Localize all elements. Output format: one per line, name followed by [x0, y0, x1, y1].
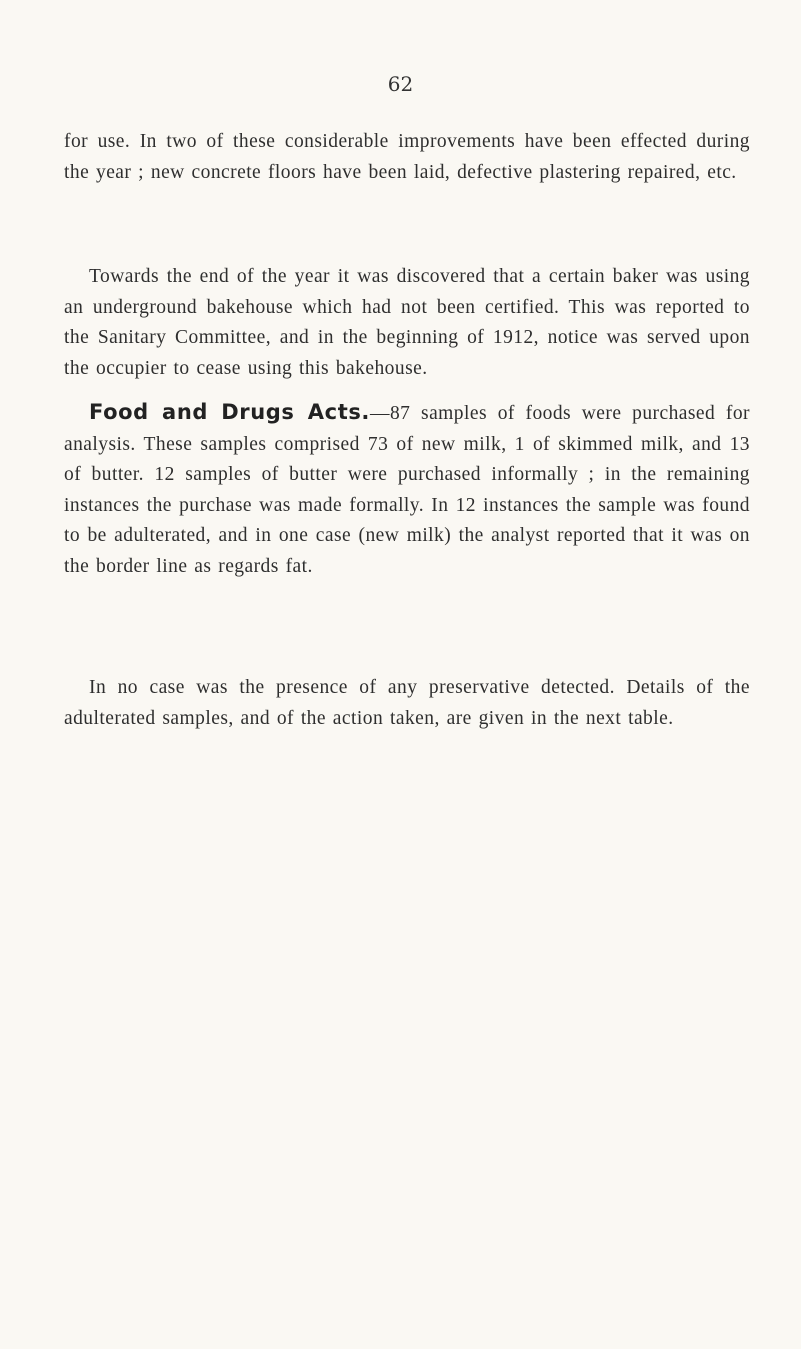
- page-number: 62: [387, 72, 414, 96]
- paragraph-bakehouse: Towards the end of the year it was discovered that a certain baker was using an underground bakehouse which had not been certified. This was reported to the Sanitary Committee, and in the beginning of 1912, notice was served upon the occupier to cease using this bakehouse.: [64, 266, 750, 379]
- paragraph-food-and-drugs-body: —87 samples of foods were purchased for analysis. These samples comprised 73 of new milk, 1 of skimmed milk, and 13 of butter. 12 samples of butter were purchased informally ; in the remaining instances the purchase was made formally. In 12 instances the sample was found to be adulterated, and in one case (new milk) the analyst reported that it was on the border line as regards fat.: [64, 403, 750, 577]
- section-heading-food-and-drugs-acts: Food and Drugs Acts.: [89, 400, 371, 424]
- paragraph-continuation: for use. In two of these considerable improvements have been effected during the year ; new concrete floors have been laid, defective plastering repaired, etc.: [64, 131, 750, 183]
- paragraph-preservatives: In no case was the presence of any preservative detected. Details of the adulterated samples, and of the action taken, are given in the next table.: [64, 677, 750, 729]
- paragraph-food-and-drugs: [64, 397, 750, 582]
